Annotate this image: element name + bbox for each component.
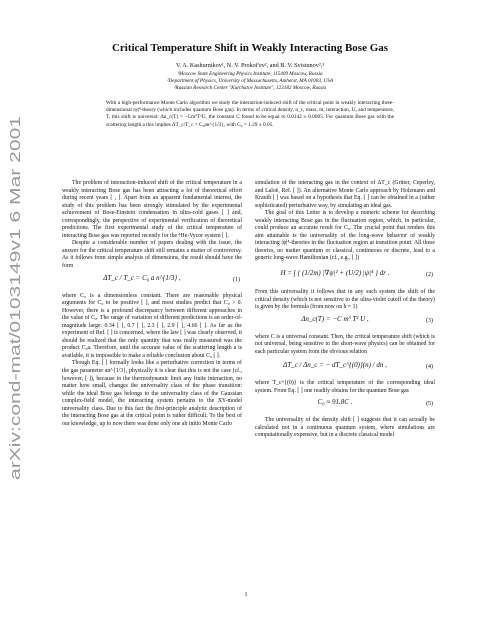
equation-body: C₀ ≈ 91.8C . (317, 398, 353, 407)
paper-title: Critical Temperature Shift in Weakly Interacting Bose Gas (111, 42, 389, 54)
paragraph: The problem of interaction-induced shift of the critical temperature in a weakly interacting Bose gas has been attracting a lot of theoretical effort during recent years [ , ]. Apart from an apparent fundamental interest, the study of this problem has been strongly stimulated by the experimental achievement of Bose-Einstein condensation in ultra-cold gases [ ] and, correspondingly, the perspective of experimental verification of theoretical predictions. The first experimental study of the critical temperature of interacting Bose gas was reported recently for the ⁴He-Vycor system [ ]. (62, 180, 242, 239)
paragraph: simulation of the interacting gas in the context of ΔT_c (Grüter, Ceperley, and Laloë, Ref. [ ]). An alternative Monte Carlo approach by Holzmann and Krauth [ ] was based on a hypothesis that Eq. [ ] can be obtained in a (rather sophisticated) perturbative way, by simulating an ideal gas. (255, 180, 435, 209)
paragraph: where C is a universal constant. Then, the critical temperature shift (which is not universal, being sensitive to the short-wave physics) can be obtained for each particular system from the obvious relation (255, 333, 435, 355)
paragraph: Though Eq. [ ] formally looks like a perturbative correction in terms of the gas parameter an^{1/3}, physically it is clear that this is not the case (cf., however, [ ]), because in the thermodynamic limit any finite interaction, no matter how small, changes the universality class of the phase transition: while the ideal Bose gas belongs to the universality class of the Gaussian complex-field model, the interacting system pertains to the XY-model universality class. Due to this fact the first-principle analytic description of the interacting Bose gas at the critical point is rather difficult. To the best of our knowledge, up to now there was done only one ab initio Monte Carlo (62, 360, 242, 427)
equation-number: (5) (426, 401, 433, 408)
equation-3 (255, 312, 435, 334)
abstract: With a high-performance Monte Carlo algorithm we study the interaction-induced shift of the critical point in weakly interacting three-dimensional |ψ|⁴-theory (which includes quantum Bose gas). In terms of critical density, n_c, mass, m, interaction, U, and temperature, T, this shift is universal: Δn_c(T) = −Cm³T²U, the constant C found to be equal to 0.0142 ± 0.0005. For quantum Bose gas with the scattering length a this implies ΔT_c/T_c = C₀an^{1/3}, with C₀ = 1.29 ± 0.05. (106, 100, 394, 128)
equation-body: Δn_c(T) = −C m³ T² U , (301, 314, 369, 323)
equation-4 (255, 356, 435, 380)
paragraph: Despite a considerable number of papers dealing with the issue, the answer for the critical temperature shift still remains a matter of controversy. As it follows from simple analysis of dimensions, the result should have the form (62, 240, 242, 270)
equation-body: H = ∫ { (1/2m) |∇ψ|² + (U/2) |ψ|⁴ } dr . (280, 269, 390, 278)
equation-1 (62, 271, 242, 293)
affiliation-1: ¹Moscow State Engineering Physics Institute, 115409 Moscow, Russia (177, 71, 323, 77)
affiliation-3: ³Russian Research Center "Kurchatov Institute", 123182 Moscow, Russia (173, 85, 327, 91)
equation-5 (255, 395, 435, 417)
paragraph: From this universality it follows that in any such system the shift of the critical density (which is not sensitive to the ultra-violet cutoff of the theory) is given by the formula (from now on ħ = 1) (255, 289, 435, 311)
paragraph: The universality of the density shift [ ] suggests that it can actually be calculated not in a continuous quantum system, where simulations are computationally expensive, but in a discrete classical model (255, 417, 435, 439)
paragraph: where C₀ is a dimensionless constant. There are reasonable physical arguments for C₀ to be positive [ ], and most studies predict that C₀ > 0. However, there is a profound discrepancy between different approaches in the value of C₀. The range of variation of different predictions is an order-of-magnitude large: 0.34 [ ], 0.7 [ ], 2.3 [ ], 2.9 [ ], 4.66 [ ]. As far as the experiment of Ref. [ ] is concerned, where the law [ ] was clearly observed, it should be realized that the only quantity that was really measured was the product C₀a. Therefore, until the accurate value of the scattering length a is available, it is impossible to make a reliable conclusion about C₀ [ ]. (62, 292, 242, 359)
arxiv-stamp (6, 108, 26, 488)
equation-number: (3) (426, 317, 433, 324)
authors: V. A. Kashurnikov¹, N. V. Prokof'ev², and B. V. Svistunov²,³ (175, 62, 325, 69)
equation-number: (2) (426, 272, 433, 279)
equation-2 (255, 263, 435, 289)
equation-body: ΔT_c / T_c = C₀ a n^{1/3} , (103, 273, 181, 282)
paragraph: The goal of this Letter is to develop a numeric scheme for describing weakly interacting Bose gas in the fluctuation region, which, in particular, could produce an accurate result for C₀. The crucial point that renders this aim attainable is the universality of the long-wave behavior of weakly interacting |ψ|⁴-theories in the fluctuation region at transition point. All these theories, no matter quantum or classical, continuous or discrete, lead to a generic long-wave Hamiltonian (cf., e.g., [ ]) (255, 210, 435, 262)
equation-body: ΔT_c / Δn_c = − dT_c^{(0)}(n) / dn , (283, 361, 387, 370)
left-column (62, 180, 242, 428)
paragraph: where T_c^{(0)} is the critical temperature of the corresponding ideal system. From Eq. [ ] one readily obtains for the quantum Bose gas (255, 380, 435, 394)
right-column (255, 180, 435, 440)
equation-number: (1) (233, 276, 240, 283)
affiliation-2: ²Department of Physics, University of Massachusetts, Amherst, MA 01003, USA (166, 78, 334, 84)
equation-number: (4) (426, 364, 433, 371)
arxiv-stamp-text: arXiv:cond-mat/0103149v1 6 Mar 2001 (8, 229, 24, 480)
page-number: 1 (244, 592, 248, 598)
